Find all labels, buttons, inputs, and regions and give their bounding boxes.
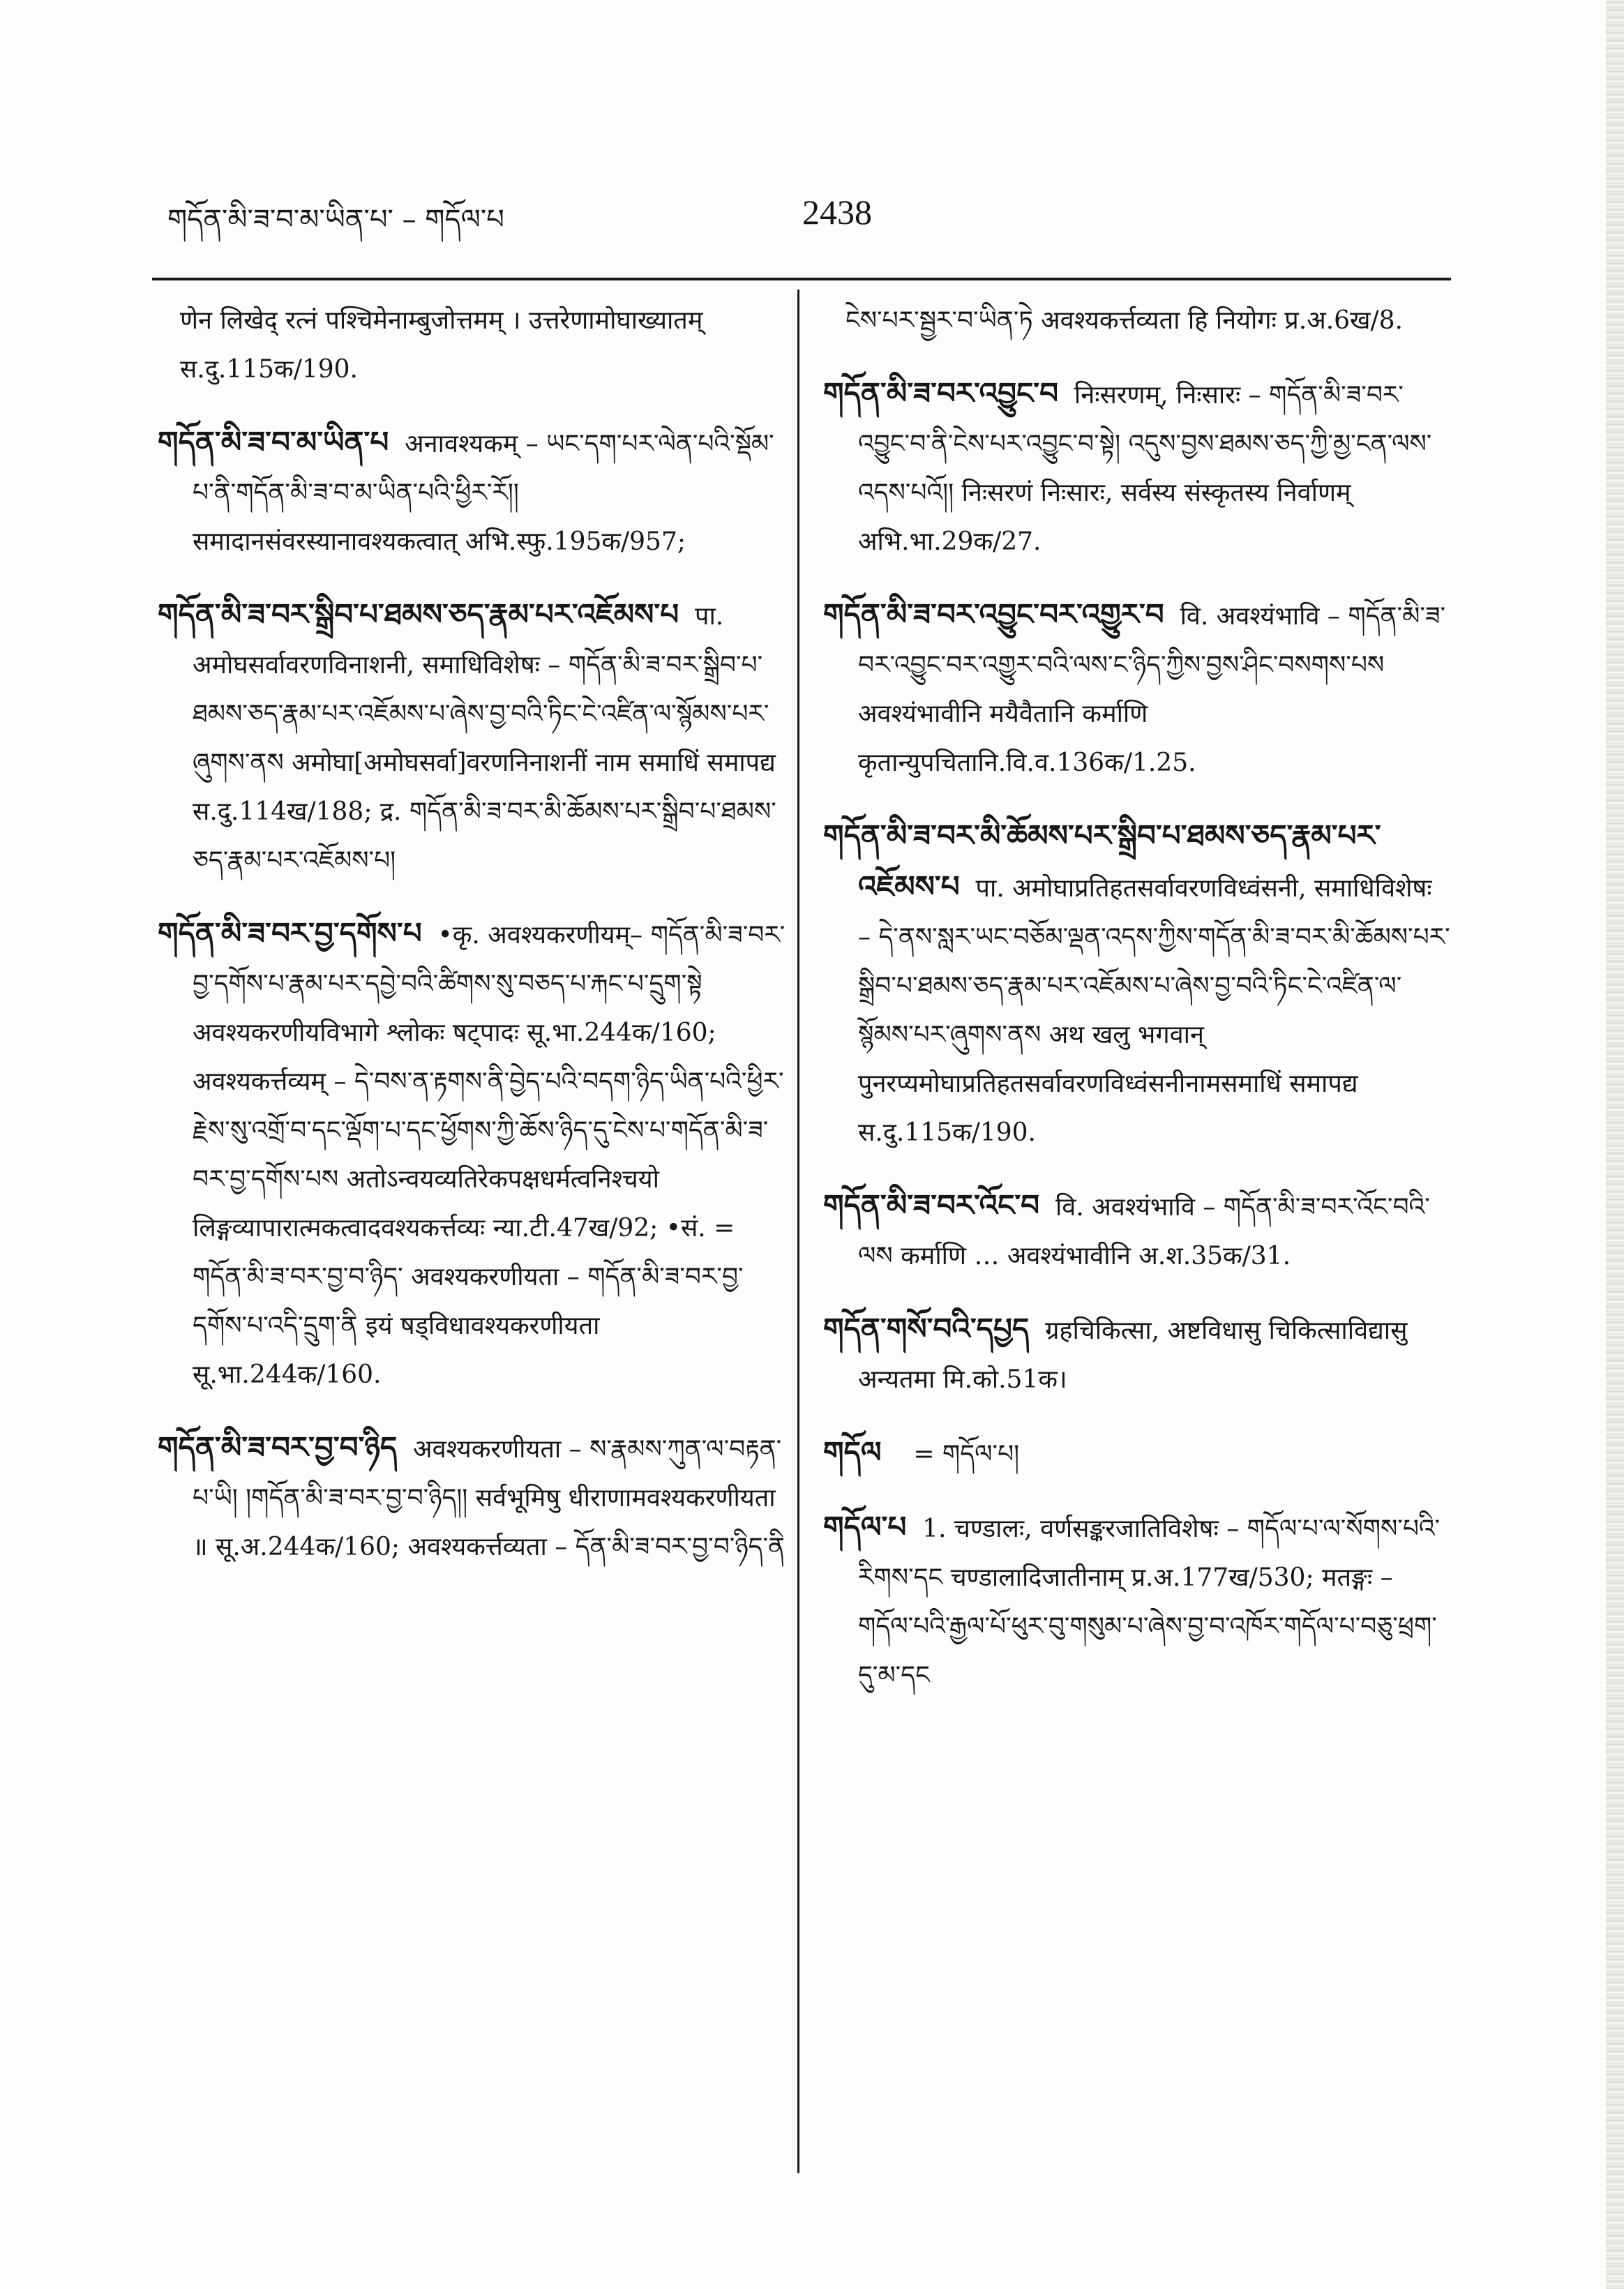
entry-headword: གདོན་མི་ཟ་བར་འབྱུང་བ	[823, 376, 1059, 410]
entry	[823, 1503, 1451, 1700]
header-rule	[152, 278, 1451, 280]
scan-edge-shadow	[1606, 0, 1624, 2289]
entry	[158, 297, 785, 394]
right-column	[823, 297, 1451, 2194]
entry	[823, 1305, 1451, 1404]
entry-text: अवश्यकरणीयता – ས་རྣམས་ཀུན་ལ་བརྟན་པ་ཡི། །གདོན་མི་ཟ་བར་བྱ་བ་ཉིད།། सर्वभूमिषु धीराणामवश्यकरणीयता ॥ सू.अ.244क/160; अवश्यकर्त्तव्यता – དོན་མི་ཟ་བར་བྱ་བ་ཉིད་ནི	[193, 1435, 785, 1561]
entry-headword: གདོལ་པ	[823, 1510, 907, 1544]
entry	[158, 1423, 785, 1572]
entry-headword: གདོན་མི་ཟ་བར་སྒྲིབ་པ་ཐམས་ཅད་རྣམ་པར་འཇོམས་པ	[158, 597, 679, 631]
entry-text: वि. अवश्यंभावि – གདོན་མི་ཟ་བར་འོང་བའི་ལས कर्माणि … अवश्यंभावीनि अ.श.35क/31.	[858, 1193, 1430, 1270]
running-head: གདོན་མི་ཟ་བ་མ་ཡིན་པ་ – གདོལ་པ	[167, 204, 504, 236]
entry	[823, 590, 1451, 788]
entry	[823, 369, 1451, 566]
entry-headword: གདོན་མི་ཟ་བར་འབྱུང་བར་འགྱུར་བ	[823, 597, 1164, 631]
entry	[823, 811, 1451, 1157]
column-divider	[797, 290, 799, 2173]
entry-headword: གདོན་མི་ཟ་བར་བྱ་དགོས་པ	[158, 916, 422, 950]
entry-headword: གདོན་གསོ་བའི་དཔྱད	[823, 1312, 1030, 1346]
entry	[158, 590, 785, 885]
entry-text: 1. चण्डालः, वर्णसङ्करजातिविशेषः – གདོལ་པ་ལ་སོགས་པའི་རིགས་དང चण्डालादिजातीनाम् प्र.अ.177ख/530; मतङ्गः – གདོལ་པའི་རྒྱལ་པོ་ཕུར་བུ་གསུམ་པ་ཞེས་བྱ་བ་འཁོར་གདོལ་པ་བཅུ་ཕྲག་དུ་མ་དང	[858, 1515, 1441, 1690]
entry-text: णेन लिखेद् रत्नं पश्चिमेनाम्बुजोत्तमम् । उत्तरेणामोघाख्यातम् स.दु.115क/190.	[180, 306, 703, 384]
page-header	[167, 178, 1479, 248]
entry-headword: གདོན་མི་ཟ་བ་མ་ཡིན་པ	[158, 425, 389, 459]
entry-text: निःसरणम्, निःसारः – གདོན་མི་ཟ་བར་འབྱུང་བ་ནི་ངེས་པར་འབྱུང་བ་སྟེ། འདུས་བྱས་ཐམས་ཅད་ཀྱི་མྱ་ངན་ལས་འདས་པའོ།། निःसरणं निःसारः, सर्वस्य संस्कृतस्य निर्वाणम् अभि.भा.29क/27.	[858, 381, 1432, 556]
entry-text: = གདོལ་པ།	[913, 1440, 1020, 1469]
entry-text: पा. अमोघाप्रतिहतसर्वावरणविध्वंसनी, समाधिविशेषः – དེ་ནས་སླར་ཡང་བཅོམ་ལྡན་འདས་ཀྱིས་གདོན་མི་ཟ་བར་མི་ཆོམས་པར་སྒྲིབ་པ་ཐམས་ཅད་རྣམ་པར་འཇོམས་པ་ཞེས་བྱ་བའི་ཏིང་ངེ་འཛིན་ལ་སྙོམས་པར་ཞུགས་ནས अथ खलु भगवान् पुनरप्यमोघाप्रतिहतसर्वावरणविध्वंसनीनामसमाधिं समापद्य स.दु.115क/190.	[858, 874, 1450, 1147]
entry	[823, 1181, 1451, 1281]
page-number: 2438	[802, 193, 872, 232]
entry-text: वि. अवश्यंभावि – གདོན་མི་ཟ་བར་འབྱུང་བར་འགྱུར་བའི་ལས་ང་ཉིད་ཀྱིས་བྱས་ཤིང་བསགས་པས अवश्यंभावीनि मयैवैतानि कर्माणि कृतान्युपचितानि.वि.व.136क/1.25.	[858, 602, 1446, 777]
entry-headword: གདོན་མི་ཟ་བར་བྱ་བ་ཉིད	[158, 1430, 398, 1464]
entry	[158, 418, 785, 566]
entry-text: ངེས་པར་སྦྱར་བ་ཡིན་ཏེ अवश्यकर्त्तव्यता हि नियोगः प्र.अ.6ख/8.	[845, 306, 1403, 335]
entry	[823, 297, 1451, 345]
entry	[158, 909, 785, 1399]
entry-headword: གདོན་མི་ཟ་བར་མི་ཆོམས་པར་སྒྲིབ་པ་ཐམས་ཅད་རྣམ་པར་འཇོམས་པ	[823, 818, 1381, 903]
entry-headword: གདོན་མི་ཟ་བར་འོང་བ	[823, 1188, 1040, 1222]
entry-text: अनावश्यकम् – ཡང་དག་པར་ལེན་པའི་སྡོམ་པ་ནི་གདོན་མི་ཟ་བ་མ་ཡིན་པའི་ཕྱིར་རོ།། समादानसंवरस्यानावश्यकत्वात् अभि.स्फु.195क/957;	[193, 430, 774, 556]
entry-text: पा. अमोघसर्वावरणविनाशनी, समाधिविशेषः – གདོན་མི་ཟ་བར་སྒྲིབ་པ་ཐམས་ཅད་རྣམ་པར་འཇོམས་པ་ཞེས་བྱ་བའི་ཏིང་ངེ་འཛིན་ལ་སྙོམས་པར་ཞུགས་ནས अमोघा[अमोघसर्वा]वरणनिनाशनीं नाम समाधिं समापद्य स.दु.114ख/188; द्र. གདོན་མི་ཟ་བར་མི་ཆོམས་པར་སྒྲིབ་པ་ཐམས་ཅད་རྣམ་པར་འཇོམས་པ།	[193, 602, 776, 875]
left-column	[158, 297, 785, 2194]
entry-text: ग्रहचिकित्सा, अष्टविधासु चिकित्साविद्यासु अन्यतमा मि.को.51क।	[858, 1316, 1408, 1394]
entry	[823, 1428, 1451, 1479]
entry-headword: གདོལ	[823, 1435, 882, 1469]
entry-text: •कृ. अवश्यकरणीयम्– གདོན་མི་ཟ་བར་བྱ་དགོས་པ་རྣམ་པར་དབྱེ་བའི་ཚིགས་སུ་བཅད་པ་རྐང་པ་དྲུག་སྟེ अवश्यकरणीयविभागे श्लोकः षट्पादः सू.भा.244क/160; अवश्यकर्त्तव्यम् – དེ་བས་ན་རྟགས་ནི་བྱེད་པའི་བདག་ཉིད་ཡིན་པའི་ཕྱིར་རྗེས་སུ་འགྲོ་བ་དང་ལྡོག་པ་དང་ཕྱོགས་ཀྱི་ཆོས་ཉིད་དུ་ངེས་པ་གདོན་མི་ཟ་བར་བྱ་དགོས་པས अतोऽन्वयव्यतिरेकपक्षधर्मत्वनिश्चयो लिङ्गव्यापारात्मकत्वादवश्यकर्त्तव्यः न्या.टी.47ख/92; •सं. = གདོན་མི་ཟ་བར་བྱ་བ་ཉིད་ अवश्यकरणीयता – གདོན་མི་ཟ་བར་བྱ་དགོས་པ་འདི་དྲུག་ནི इयं षड्विधावश्यकरणीयता सू.भा.244क/160.	[193, 921, 785, 1389]
